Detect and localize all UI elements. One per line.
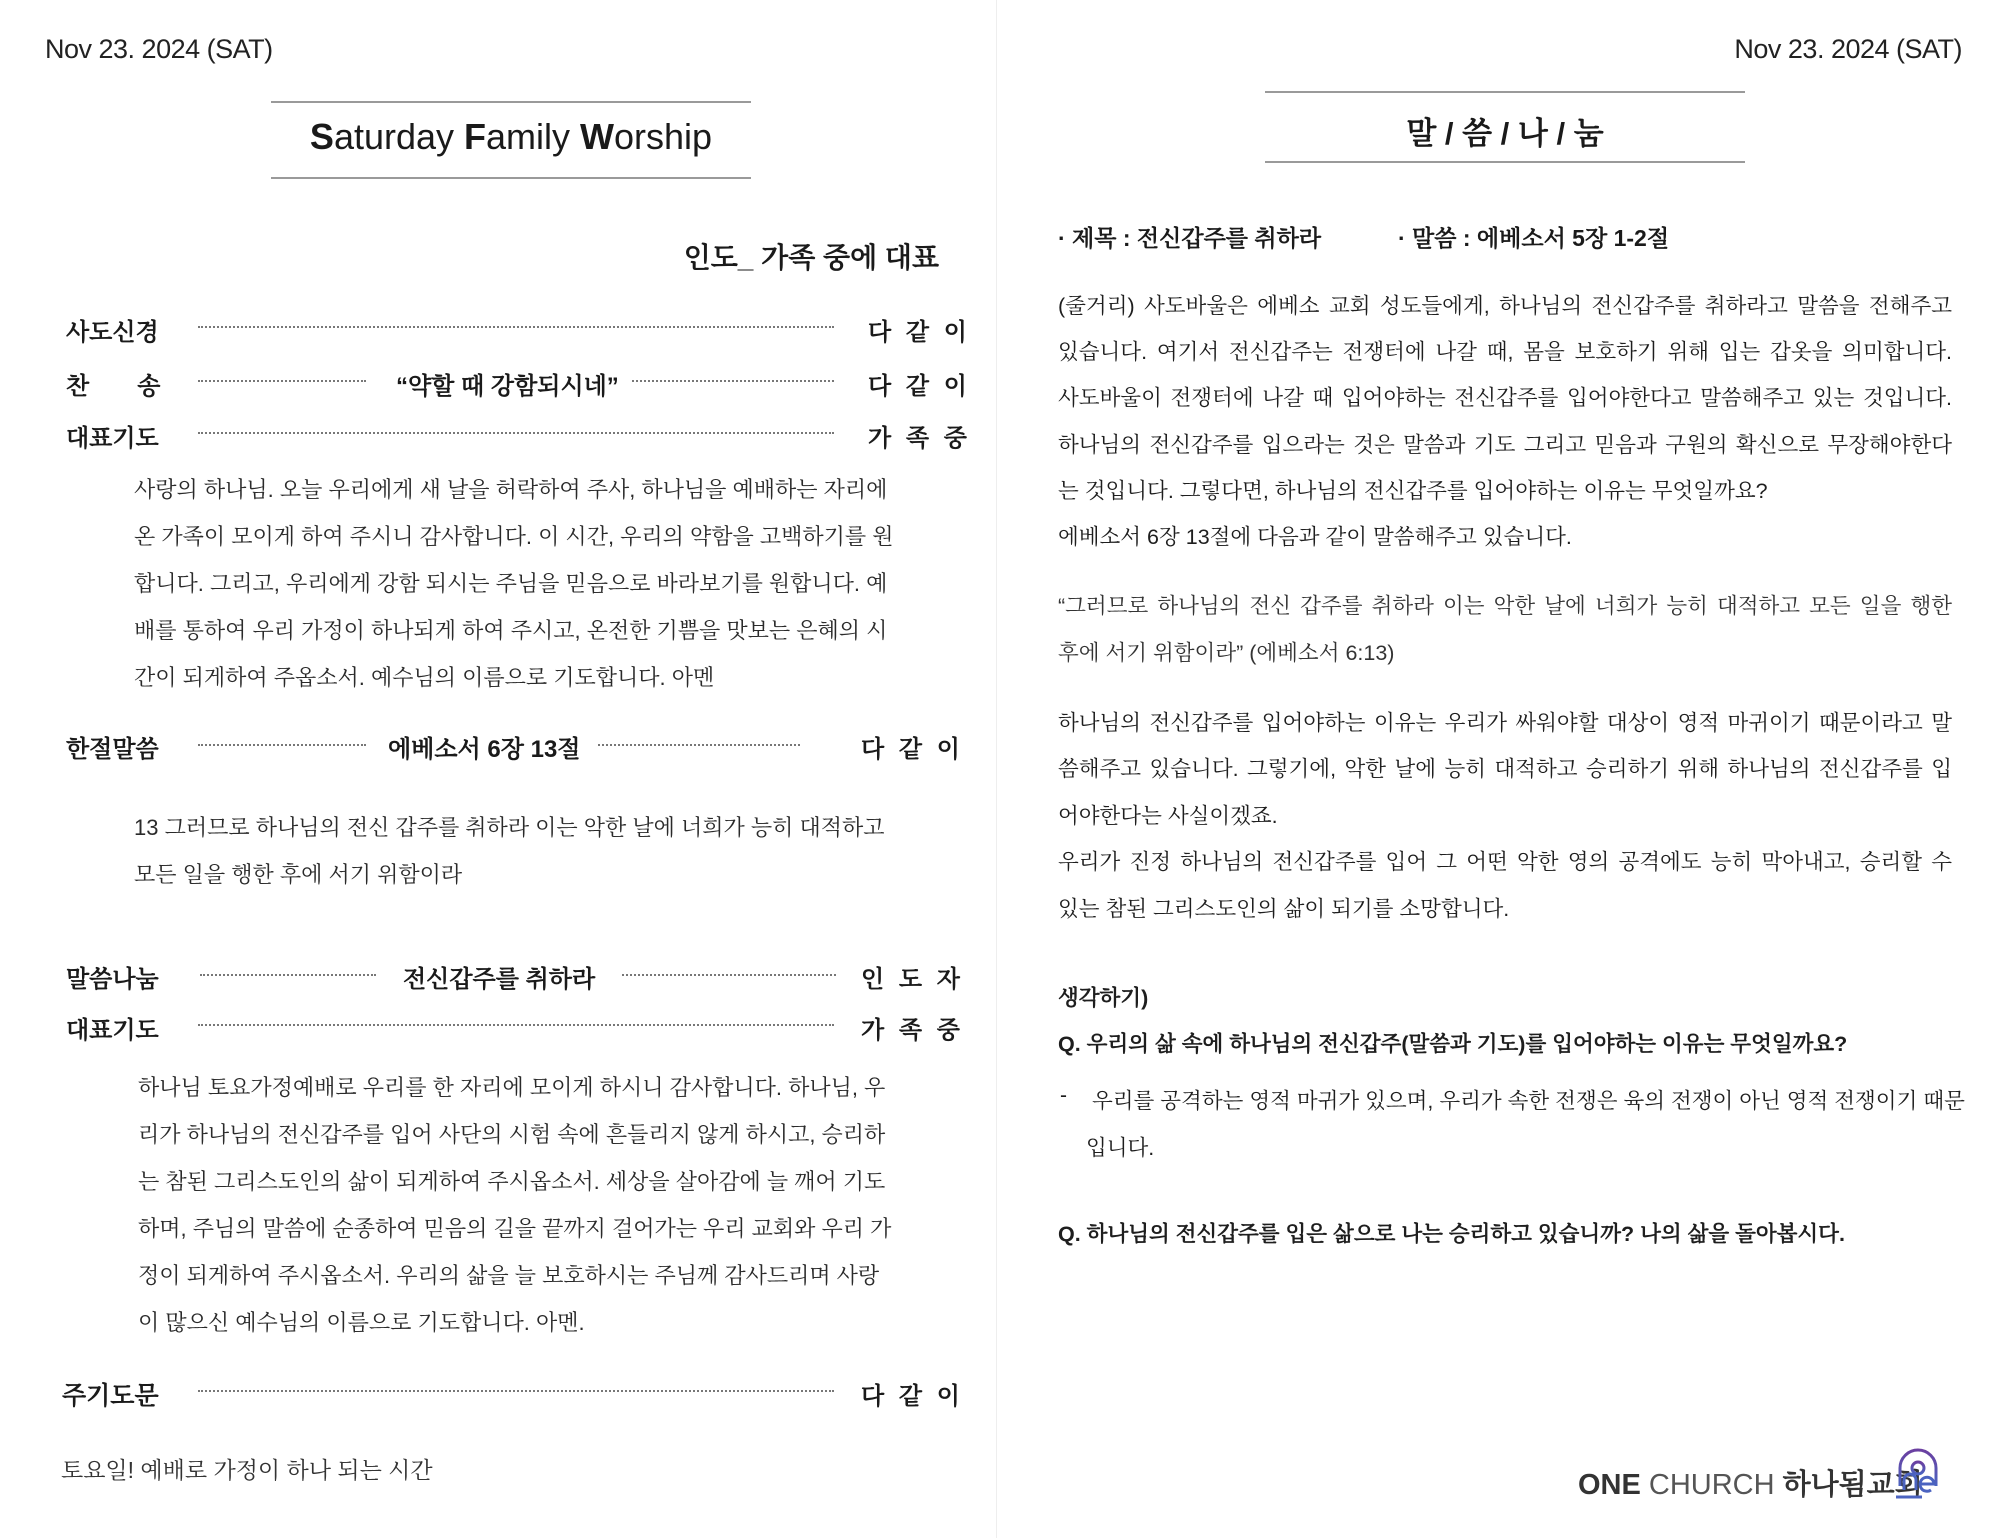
verse-text xyxy=(134,804,885,898)
leader-dots xyxy=(198,380,366,382)
body-line: 씀해주고 있습니다. 그렇기에, 악한 날에 능히 대적하고 승리하기 위해 하나님의 전신갑주를 입 xyxy=(1058,757,1952,781)
church-logo-icon xyxy=(1892,1434,1944,1500)
summary-line: 는 것입니다. 그렇다면, 하나님의 전신갑주를 입어야하는 이유는 무엇일까요? xyxy=(1058,479,1768,503)
prayer-line: 사랑의 하나님. 오늘 우리에게 새 날을 허락하여 주사, 하나님을 예배하는 자리에 xyxy=(134,477,888,502)
verse-line: 13 그러므로 하나님의 전신 갑주를 취하라 이는 악한 날에 너희가 능히 대적하고 xyxy=(134,815,885,840)
row-who-hymn: 다 같 이 xyxy=(868,373,971,400)
quote-line: 후에 서기 위함이라” (에베소서 6:13) xyxy=(1058,641,1395,665)
row-label-verse: 한절말씀 xyxy=(66,736,159,763)
answer-line: 입니다. xyxy=(1086,1136,1155,1160)
prayer-line: 하며, 주님의 말씀에 순종하여 믿음의 길을 끝까지 걸어가는 우리 교회와 우리 가 xyxy=(138,1216,892,1241)
verse-line: 모든 일을 행한 후에 서기 위함이라 xyxy=(134,862,463,887)
row-who-prayer: 가 족 중 xyxy=(868,425,971,452)
title-w-rest: orship xyxy=(614,116,713,157)
prayer-line: 하나님 토요가정예배로 우리를 한 자리에 모이게 하시니 감사합니다. 하나님, 우 xyxy=(138,1075,886,1100)
date-left: Nov 23. 2024 (SAT) xyxy=(45,34,273,64)
leader-dots xyxy=(622,974,836,976)
think-label: 생각하기) xyxy=(1058,986,1149,1010)
body-line: 어야한다는 사실이겠죠. xyxy=(1058,804,1278,828)
question-1: Q. 우리의 삶 속에 하나님의 전신갑주(말씀과 기도)를 입어야하는 이유는 무엇일까요? xyxy=(1058,1032,1848,1056)
row-who-verse: 다 같 이 xyxy=(861,736,964,763)
logo-korean: 하나됨교회 xyxy=(1782,1469,1923,1501)
leader-note: 인도_ 가족 중에 대표 xyxy=(683,242,939,273)
hymn-label-a: 찬 xyxy=(66,373,90,400)
hymn-label-b: 송 xyxy=(137,373,161,400)
row-middle-sermon: 전신갑주를 취하라 xyxy=(403,966,596,993)
row-label-lords-prayer: 주기도문 xyxy=(62,1382,159,1410)
title-f-rest: amily xyxy=(486,116,581,157)
title-w: W xyxy=(580,116,615,157)
row-label-prayer: 대표기도 xyxy=(66,425,159,452)
prayer-line: 이 많으신 예수님의 이름으로 기도합니다. 아멘. xyxy=(138,1310,585,1335)
prayer-1 xyxy=(134,466,894,701)
leader-dots xyxy=(198,432,834,434)
row-label-creed: 사도신경 xyxy=(66,319,159,346)
title-f: F xyxy=(464,116,487,157)
row-who-lords-prayer: 다 같 이 xyxy=(861,1383,964,1410)
prayer-line: 리가 하나님의 전신갑주를 입어 사단의 시험 속에 흔들리지 않게 하시고, 승리하 xyxy=(138,1122,886,1147)
row-who-prayer-2: 가 족 중 xyxy=(861,1017,964,1044)
body-line: 하나님의 전신갑주를 입어야하는 이유는 우리가 싸워야할 대상이 영적 마귀이기 때문이라고 말 xyxy=(1058,711,1952,735)
bullet-title: · 제목 : 전신갑주를 취하라 xyxy=(1058,225,1322,251)
date-right: Nov 23. 2024 (SAT) xyxy=(1734,34,1962,64)
row-label-hymn xyxy=(66,366,160,401)
page-divider xyxy=(996,0,997,1538)
prayer-line: 는 참된 그리스도인의 삶이 되게하여 주시옵소서. 세상을 살아감에 늘 깨어 기도 xyxy=(138,1169,886,1194)
leader-dots xyxy=(200,974,376,976)
leader-dots xyxy=(198,326,834,328)
body-line: 우리가 진정 하나님의 전신갑주를 입어 그 어떤 악한 영의 공격에도 능히 막아내고, 승리할 수 xyxy=(1058,850,1952,874)
leader-dots xyxy=(598,744,800,746)
prayer-line: 정이 되게하여 주시옵소서. 우리의 삶을 늘 보호하시는 주님께 감사드리며 사랑 xyxy=(138,1263,880,1288)
row-who-creed: 다 같 이 xyxy=(868,319,971,346)
row-label-sermon: 말씀나눔 xyxy=(66,966,159,993)
title-rule-top xyxy=(271,101,751,103)
row-middle-verse: 에베소서 6장 13절 xyxy=(388,736,581,763)
summary-line: (줄거리) 사도바울은 에베소 교회 성도들에게, 하나님의 전신갑주를 취하라고 말씀을 전해주고 xyxy=(1058,294,1952,318)
row-who-sermon: 인 도 자 xyxy=(861,966,964,993)
prayer-line: 온 가족이 모이게 하여 주시니 감사합니다. 이 시간, 우리의 약함을 고백하기를 원 xyxy=(134,524,894,549)
row-middle-hymn: “약할 때 강함되시네” xyxy=(396,373,619,400)
bullet-scripture: · 말씀 : 에베소서 5장 1-2절 xyxy=(1398,225,1670,251)
sermon-title: 말 / 씀 / 나 / 눔 xyxy=(1406,116,1604,151)
logo-one: ONE xyxy=(1578,1469,1641,1501)
title-s: S xyxy=(309,116,334,157)
church-logo-text xyxy=(1578,1462,1923,1503)
summary-line: 하나님의 전신갑주를 입으라는 것은 말씀과 기도 그리고 믿음과 구원의 확신으로 무장해야한다 xyxy=(1058,433,1952,457)
quote-line: “그러므로 하나님의 전신 갑주를 취하라 이는 악한 날에 너희가 능히 대적하고 모든 일을 행한 xyxy=(1058,594,1952,618)
answer-line: 우리를 공격하는 영적 마귀가 있으며, 우리가 속한 전쟁은 육의 전쟁이 아닌 영적 전쟁이기 때문 xyxy=(1092,1089,1965,1113)
title-rule-bottom xyxy=(1265,161,1745,163)
leader-dots xyxy=(198,744,366,746)
title-rule-bottom xyxy=(271,177,751,179)
prayer-line: 합니다. 그리고, 우리에게 강함 되시는 주님을 믿음으로 바라보기를 원합니다. 예 xyxy=(134,571,888,596)
leader-dots xyxy=(198,1390,834,1392)
logo-church: CHURCH xyxy=(1648,1469,1775,1501)
leader-dots xyxy=(198,1024,834,1026)
prayer-2 xyxy=(138,1064,891,1346)
row-label-prayer-2: 대표기도 xyxy=(66,1017,159,1044)
title-s-rest: aturday xyxy=(333,116,465,157)
question-2: Q. 하나님의 전신갑주를 입은 삶으로 나는 승리하고 있습니까? 나의 삶을 돌아봅시다. xyxy=(1058,1222,1845,1246)
body-line: 있는 참된 그리스도인의 삶이 되기를 소망합니다. xyxy=(1058,897,1510,921)
prayer-line: 간이 되게하여 주옵소서. 예수님의 이름으로 기도합니다. 아멘 xyxy=(134,665,715,690)
answer-dash: - xyxy=(1060,1084,1067,1107)
page-title xyxy=(271,116,751,158)
summary-line: 사도바울이 전쟁터에 나갈 때 입어야하는 전신갑주를 입어야한다고 말씀해주고 있는 것입니다. xyxy=(1058,386,1952,410)
footer-slogan: 토요일! 예배로 가정이 하나 되는 시간 xyxy=(61,1457,433,1483)
leader-dots xyxy=(632,380,834,382)
summary-line: 있습니다. 여기서 전신갑주는 전쟁터에 나갈 때, 몸을 보호하기 위해 입는 갑옷을 의미합니다. xyxy=(1058,340,1952,364)
summary-line: 에베소서 6장 13절에 다음과 같이 말씀해주고 있습니다. xyxy=(1058,525,1572,549)
title-rule-top xyxy=(1265,91,1745,93)
prayer-line: 배를 통하여 우리 가정이 하나되게 하여 주시고, 온전한 기쁨을 맛보는 은혜의 시 xyxy=(134,618,888,643)
